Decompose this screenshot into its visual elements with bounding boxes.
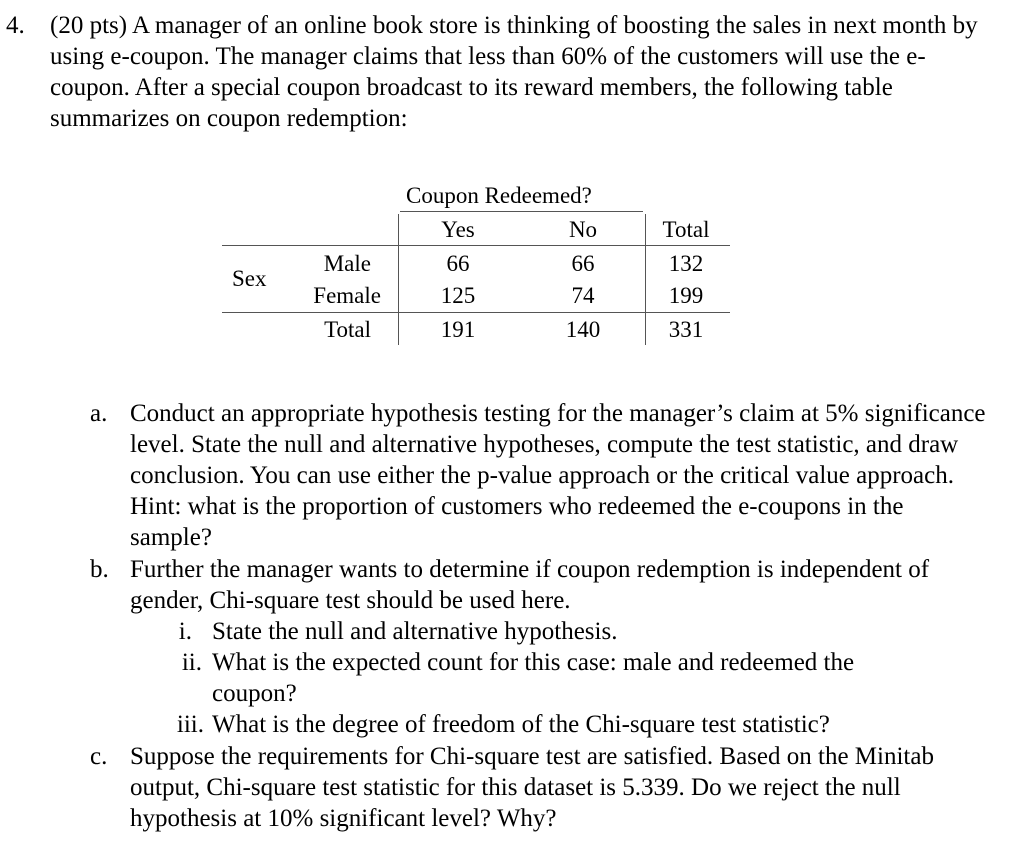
part-b-ii-text: What is the expected count for this case: male and redeemed the coupon?	[212, 649, 855, 707]
part-b-i-label: i.	[178, 618, 192, 645]
part-a-label: a.	[90, 400, 108, 427]
question-number: 4.	[6, 12, 25, 39]
rule-vertical-left	[398, 214, 399, 345]
rule-header-underline	[400, 211, 643, 212]
col-header-no: No	[568, 217, 598, 242]
rule-body-top	[222, 245, 730, 246]
cell-total-no: 140	[565, 317, 601, 342]
col-header-total: Total	[662, 217, 710, 242]
part-a-text: Conduct an appropriate hypothesis testing for the manager’s claim at 5% significance level. State the null and alternative hypotheses, compute the test statistic, and draw conclusion. You can use either the p-value approach or the critical value approach. Hint: what is the proportion of customers who redeemed the e-coupons in the sample?	[130, 400, 986, 551]
part-b-i-text: State the null and alternative hypothesis.	[212, 618, 618, 645]
part-b-iii-text: What is the degree of freedom of the Chi-square test statistic?	[212, 711, 830, 738]
row-label-male: Male	[323, 251, 371, 276]
cell-female-no: 74	[571, 283, 595, 308]
cell-total-total: 331	[668, 317, 704, 342]
col-header-yes: Yes	[441, 217, 475, 242]
part-b-text: Further the manager wants to determine if coupon redemption is independent of gender, Chi-square test should be used here.	[130, 556, 930, 614]
cell-male-yes: 66	[446, 251, 470, 276]
cell-male-total: 132	[668, 251, 704, 276]
cell-total-yes: 191	[440, 317, 476, 342]
cell-female-yes: 125	[440, 283, 476, 308]
part-b-ii-label: ii.	[181, 649, 202, 676]
part-b-iii-label: iii.	[176, 711, 204, 738]
row-label-total: Total	[324, 317, 371, 342]
table-header: Coupon Redeemed?	[406, 183, 592, 208]
cell-female-total: 199	[668, 283, 704, 308]
part-b-label: b.	[90, 556, 109, 583]
rule-vertical-right	[645, 214, 646, 345]
question-intro: (20 pts) A manager of an online book store is thinking of boosting the sales in next month by using e-coupon. The manager claims that less than 60% of the customers will use the e-coupon. After a special coupon broadcast to its reward members, the following table summarizes on coupon redemption:	[50, 12, 978, 132]
rule-total-top	[222, 312, 730, 313]
cell-male-no: 66	[571, 251, 595, 276]
row-group-label: Sex	[232, 266, 267, 291]
part-c-label: c.	[90, 743, 108, 770]
part-c-text: Suppose the requirements for Chi-square test are satisfied. Based on the Minitab output, Chi-square test statistic for this dataset is 5.339. Do we reject the null hypothesis at 10% significant level? Why?	[130, 743, 934, 832]
row-label-female: Female	[313, 283, 381, 308]
